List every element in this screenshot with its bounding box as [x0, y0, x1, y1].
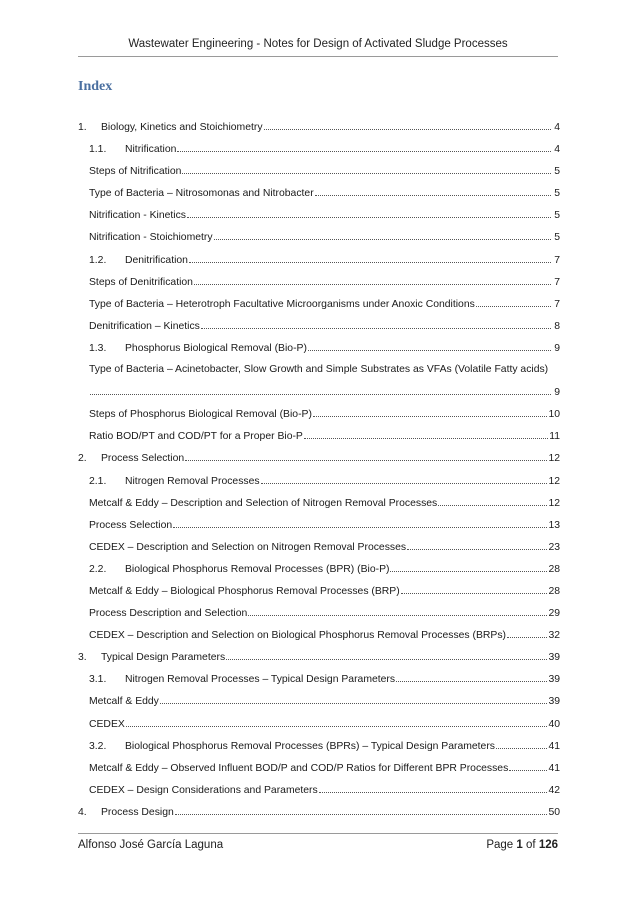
toc-entry[interactable] — [78, 584, 560, 606]
toc-leader-dots — [177, 142, 551, 152]
toc-leader-dots — [248, 606, 547, 616]
toc-entry[interactable] — [78, 717, 560, 739]
footer-of-word: of — [526, 839, 536, 851]
toc-entry-text: Metcalf & Eddy – Description and Selection of Nitrogen Removal Processes — [89, 497, 438, 509]
toc-page-number: 23 — [548, 541, 560, 553]
toc-page-number: 7 — [554, 254, 560, 266]
toc-leader-dots — [182, 164, 551, 174]
toc-entry-text: Typical Design Parameters — [101, 652, 226, 664]
toc-page-number: 5 — [554, 166, 560, 178]
toc-entry-number: 2. — [78, 453, 87, 465]
toc-page-number: 12 — [548, 453, 560, 465]
toc-entry-number: 1.3. — [89, 342, 107, 354]
toc-leader-dots — [308, 341, 551, 351]
toc-leader-dots — [476, 297, 551, 307]
toc-entry[interactable] — [78, 540, 560, 562]
toc-entry[interactable] — [78, 230, 560, 252]
toc-entry-text: Type of Bacteria – Nitrosomonas and Nitrobacter — [89, 188, 314, 200]
toc-leader-dots — [261, 474, 548, 484]
toc-entry[interactable] — [78, 253, 560, 275]
toc-entry[interactable] — [78, 562, 560, 584]
toc-entry[interactable] — [78, 761, 560, 783]
toc-entry-text: Steps of Denitrification — [89, 276, 193, 288]
page-header: Wastewater Engineering - Notes for Design of Activated Sludge Processes — [128, 38, 508, 50]
toc-leader-dots — [315, 186, 551, 196]
toc-entry-text: Type of Bacteria – Acinetobacter, Slow Growth and Simple Substrates as VFAs (Volatile Fatty acids) — [89, 364, 549, 376]
toc-entry-number: 3. — [78, 652, 87, 664]
toc-entry[interactable] — [78, 297, 560, 319]
toc-entry-text: CEDEX – Description and Selection on Biological Phosphorus Removal Processes (BRPs) — [89, 630, 506, 642]
toc-leader-dots — [496, 739, 547, 749]
toc-leader-dots — [187, 208, 551, 218]
toc-page-number: 28 — [548, 563, 560, 575]
toc-page-number: 42 — [548, 784, 560, 796]
toc-entry-text: Steps of Nitrification — [89, 166, 182, 178]
toc-entry-text: Type of Bacteria – Heterotroph Facultative Microorganisms under Anoxic Conditions — [89, 298, 475, 310]
toc-entry[interactable] — [78, 341, 560, 363]
toc-entry-text: CEDEX – Design Considerations and Parameters — [89, 784, 318, 796]
toc-entry[interactable] — [78, 363, 560, 407]
toc-page-number: 7 — [554, 298, 560, 310]
toc-leader-dots — [126, 717, 548, 727]
toc-entry[interactable] — [78, 672, 560, 694]
toc-entry-text: Nitrogen Removal Processes — [125, 475, 260, 487]
toc-page-number: 13 — [548, 519, 560, 531]
toc-page-number: 10 — [548, 409, 560, 421]
toc-entry-number: 1.2. — [89, 254, 107, 266]
footer-page-info — [486, 839, 558, 851]
toc-entry-text: CEDEX — [89, 718, 125, 730]
toc-leader-dots — [304, 429, 548, 439]
toc-entry[interactable] — [78, 319, 560, 341]
toc-page-number: 5 — [554, 232, 560, 244]
toc-entry-text: Nitrification - Kinetics — [89, 210, 187, 222]
footer-total-pages: 126 — [538, 839, 558, 851]
header-divider — [78, 56, 558, 57]
toc-entry-text: Process Selection — [101, 453, 185, 465]
toc-leader-dots — [189, 253, 551, 263]
toc-page-number: 40 — [548, 718, 560, 730]
toc-entry[interactable] — [78, 496, 560, 518]
toc-entry-number: 2.1. — [89, 475, 107, 487]
toc-entry-text: Nitrification - Stoichiometry — [89, 232, 213, 244]
toc-page-number: 9 — [554, 342, 560, 354]
footer-author: Alfonso José García Laguna — [78, 839, 224, 851]
toc-entry-text: Phosphorus Biological Removal (Bio-P) — [125, 342, 307, 354]
toc-page-number: 7 — [554, 276, 560, 288]
toc-entry-number: 2.2. — [89, 563, 107, 575]
toc-entry-text: Denitrification – Kinetics — [89, 320, 200, 332]
toc-entry-text: Steps of Phosphorus Biological Removal (Bio-P) — [89, 409, 312, 421]
toc-leader-dots — [264, 120, 551, 130]
toc-entry-text: Biological Phosphorus Removal Processes (BPRs) – Typical Design Parameters — [125, 740, 495, 752]
toc-page-number: 12 — [548, 475, 560, 487]
toc-entry-text: Denitrification — [125, 254, 188, 266]
toc-entry-text: Biology, Kinetics and Stoichiometry — [101, 122, 263, 133]
toc-entry[interactable] — [78, 186, 560, 208]
toc-entry-text: Metcalf & Eddy – Biological Phosphorus Removal Processes (BRP) — [89, 585, 400, 597]
toc-entry-text: CEDEX – Description and Selection on Nitrogen Removal Processes — [89, 541, 407, 553]
toc-leader-dots — [173, 518, 547, 528]
toc-leader-dots — [438, 496, 547, 506]
toc-leader-dots — [201, 319, 551, 329]
toc-entry[interactable] — [78, 275, 560, 297]
toc-entry[interactable] — [78, 650, 560, 672]
toc-leader-dots — [160, 694, 548, 704]
toc-entry-text: Metcalf & Eddy – Observed Influent BOD/P and COD/P Ratios for Different BPR Processes — [89, 762, 509, 774]
toc-entry-number: 4. — [78, 806, 87, 818]
toc-entry[interactable] — [78, 518, 560, 540]
footer-page-number: 1 — [516, 839, 523, 851]
toc-leader-dots — [226, 650, 547, 660]
toc-leader-dots — [313, 407, 548, 417]
toc-page-number: 5 — [554, 188, 560, 200]
toc-entry[interactable] — [78, 407, 560, 429]
toc-entry-text: Process Selection — [89, 519, 173, 531]
toc-entry-number: 3.2. — [89, 740, 107, 752]
toc-entry[interactable] — [78, 429, 560, 451]
toc-entry-text: Ratio BOD/PT and COD/PT for a Proper Bio-P — [89, 431, 303, 443]
toc-entry-text: Metcalf & Eddy — [89, 696, 159, 708]
toc-page-number: 11 — [549, 431, 560, 443]
toc-entry[interactable] — [78, 164, 560, 186]
index-title: Index — [78, 79, 113, 94]
toc-entry[interactable] — [78, 451, 560, 473]
table-of-contents — [78, 120, 560, 827]
toc-entry[interactable] — [78, 120, 560, 142]
toc-entry-number: 1. — [78, 122, 87, 133]
toc-page-number: 50 — [548, 806, 560, 818]
toc-page-number: 39 — [548, 696, 560, 708]
toc-entry-number: 3.1. — [89, 674, 107, 686]
toc-page-number: 29 — [548, 608, 560, 620]
toc-entry[interactable] — [78, 606, 560, 628]
toc-page-number: 39 — [548, 674, 560, 686]
toc-page-number: 41 — [548, 740, 560, 752]
toc-entry-text: Process Description and Selection — [89, 608, 248, 620]
toc-leader-dots — [390, 562, 547, 572]
toc-entry[interactable] — [78, 474, 560, 496]
toc-entry[interactable] — [78, 142, 560, 164]
toc-entry-text: Biological Phosphorus Removal Processes (BPR) (Bio-P) — [125, 563, 390, 575]
toc-page-number: 39 — [548, 652, 560, 664]
toc-leader-dots — [509, 761, 547, 771]
toc-entry-text: Process Design — [101, 806, 174, 818]
footer-page-word: Page — [486, 839, 514, 851]
toc-entry[interactable] — [78, 694, 560, 716]
toc-entry[interactable] — [78, 739, 560, 761]
toc-leader-dots — [407, 540, 547, 550]
toc-entry-text: Nitrification — [125, 144, 177, 156]
toc-leader-dots — [175, 805, 548, 815]
toc-leader-dots — [90, 385, 551, 395]
toc-leader-dots — [194, 275, 551, 285]
footer-divider — [78, 833, 558, 834]
toc-page-number: 12 — [548, 497, 560, 509]
toc-page-number: 8 — [554, 320, 560, 332]
toc-leader-dots — [507, 628, 547, 638]
toc-page-number: 32 — [548, 630, 560, 642]
toc-page-number: 4 — [554, 122, 560, 133]
toc-page-number: 9 — [554, 387, 560, 399]
toc-entry-number: 1.1. — [89, 144, 107, 156]
toc-entry-text: Nitrogen Removal Processes – Typical Design Parameters — [125, 674, 396, 686]
toc-entry[interactable] — [78, 805, 560, 827]
toc-entry[interactable] — [78, 783, 560, 805]
toc-page-number: 41 — [548, 762, 560, 774]
toc-entry[interactable] — [78, 628, 560, 650]
toc-leader-dots — [396, 672, 547, 682]
toc-leader-dots — [185, 451, 547, 461]
toc-leader-dots — [401, 584, 548, 594]
toc-leader-dots — [214, 230, 551, 240]
toc-page-number: 4 — [554, 144, 560, 156]
toc-entry[interactable] — [78, 208, 560, 230]
toc-leader-dots — [319, 783, 548, 793]
toc-page-number: 28 — [548, 585, 560, 597]
toc-page-number: 5 — [554, 210, 560, 222]
